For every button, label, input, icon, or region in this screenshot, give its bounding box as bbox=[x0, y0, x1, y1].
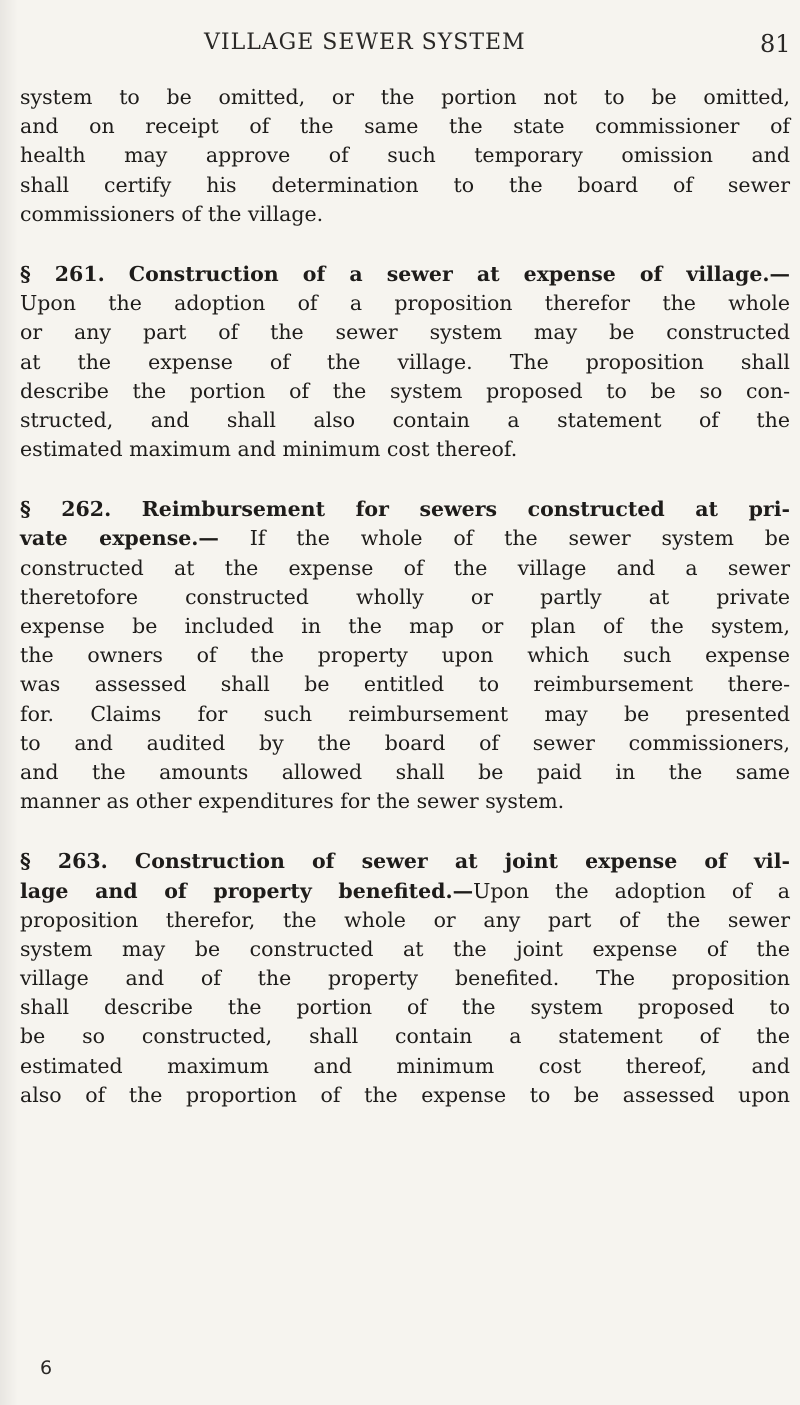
text-line: estimated maximum and minimum cost thereof. bbox=[20, 437, 518, 462]
text-line: the owners of the property upon which such expense bbox=[20, 643, 790, 668]
text-line: estimated maximum and minimum cost thereof, and bbox=[20, 1053, 790, 1078]
text-line: at the expense of the village. The proposition shall bbox=[20, 349, 790, 374]
text-line: Upon the adoption of a proposition therefor the whole bbox=[20, 291, 790, 316]
text-line: expense be included in the map or plan of the system, bbox=[20, 614, 790, 638]
text-line: and the amounts allowed shall be paid in the same bbox=[20, 759, 790, 784]
text-line: commissioners of the village. bbox=[20, 201, 324, 226]
text-line: manner as other expenditures for the sewer system. bbox=[20, 789, 565, 814]
text-line: village and of the property benefited. The proposition bbox=[20, 966, 790, 991]
text-line: system may be constructed at the joint expense of the bbox=[20, 936, 790, 961]
paragraph-gap bbox=[20, 464, 790, 495]
paragraph-gap bbox=[20, 229, 790, 260]
text-line: theretofore constructed wholly or partly at private bbox=[20, 584, 790, 609]
text-line: describe the portion of the system proposed to be so con- bbox=[20, 378, 790, 403]
section-heading-262: § 262. Reimbursement for sewers constructed at pri- bbox=[20, 497, 790, 522]
text-line: proposition therefor, the whole or any part of the sewer bbox=[20, 907, 790, 932]
text-line: be so constructed, shall contain a statement of the bbox=[20, 1024, 790, 1049]
heading-rest: If the whole of the sewer system be bbox=[218, 526, 790, 551]
text-line: was assessed shall be entitled to reimbursement there- bbox=[20, 672, 790, 697]
text-line: health may approve of such temporary omission and bbox=[20, 143, 790, 168]
text-line: structed, and shall also contain a statement of the bbox=[20, 407, 790, 432]
section-heading-263-cont bbox=[20, 877, 790, 906]
text-line: constructed at the expense of the village and a sewer bbox=[20, 555, 790, 580]
body-text bbox=[20, 83, 790, 1110]
page-number: 81 bbox=[760, 30, 791, 58]
section-heading-262-cont bbox=[20, 524, 790, 553]
heading-rest: Upon the adoption of a bbox=[473, 878, 790, 903]
section-heading-263: § 263. Construction of sewer at joint expense of vil- bbox=[20, 849, 790, 874]
text-line: also of the proportion of the expense to be assessed upon bbox=[20, 1082, 790, 1107]
text-line: and on receipt of the same the state commissioner of bbox=[20, 114, 790, 139]
text-line: or any part of the sewer system may be constructed bbox=[20, 320, 790, 345]
heading-cont: vate expense.— bbox=[20, 526, 219, 551]
running-title: VILLAGE SEWER SYSTEM bbox=[204, 30, 526, 55]
text-line: shall certify his determination to the board of sewer bbox=[20, 172, 790, 197]
text-line: system to be omitted, or the portion not to be omitted, bbox=[20, 85, 790, 109]
heading-cont: lage and of property benefited.— bbox=[20, 878, 474, 903]
text-line: for. Claims for such reimbursement may be presented bbox=[20, 701, 790, 726]
text-line: to and audited by the board of sewer commissioners, bbox=[20, 730, 790, 755]
section-heading-261: § 261. Construction of a sewer at expense of village.— bbox=[20, 261, 790, 286]
running-head bbox=[0, 30, 800, 60]
text-line: shall describe the portion of the system proposed to bbox=[20, 995, 790, 1020]
signature-mark: 6 bbox=[40, 1357, 53, 1379]
paragraph-gap bbox=[20, 816, 790, 847]
